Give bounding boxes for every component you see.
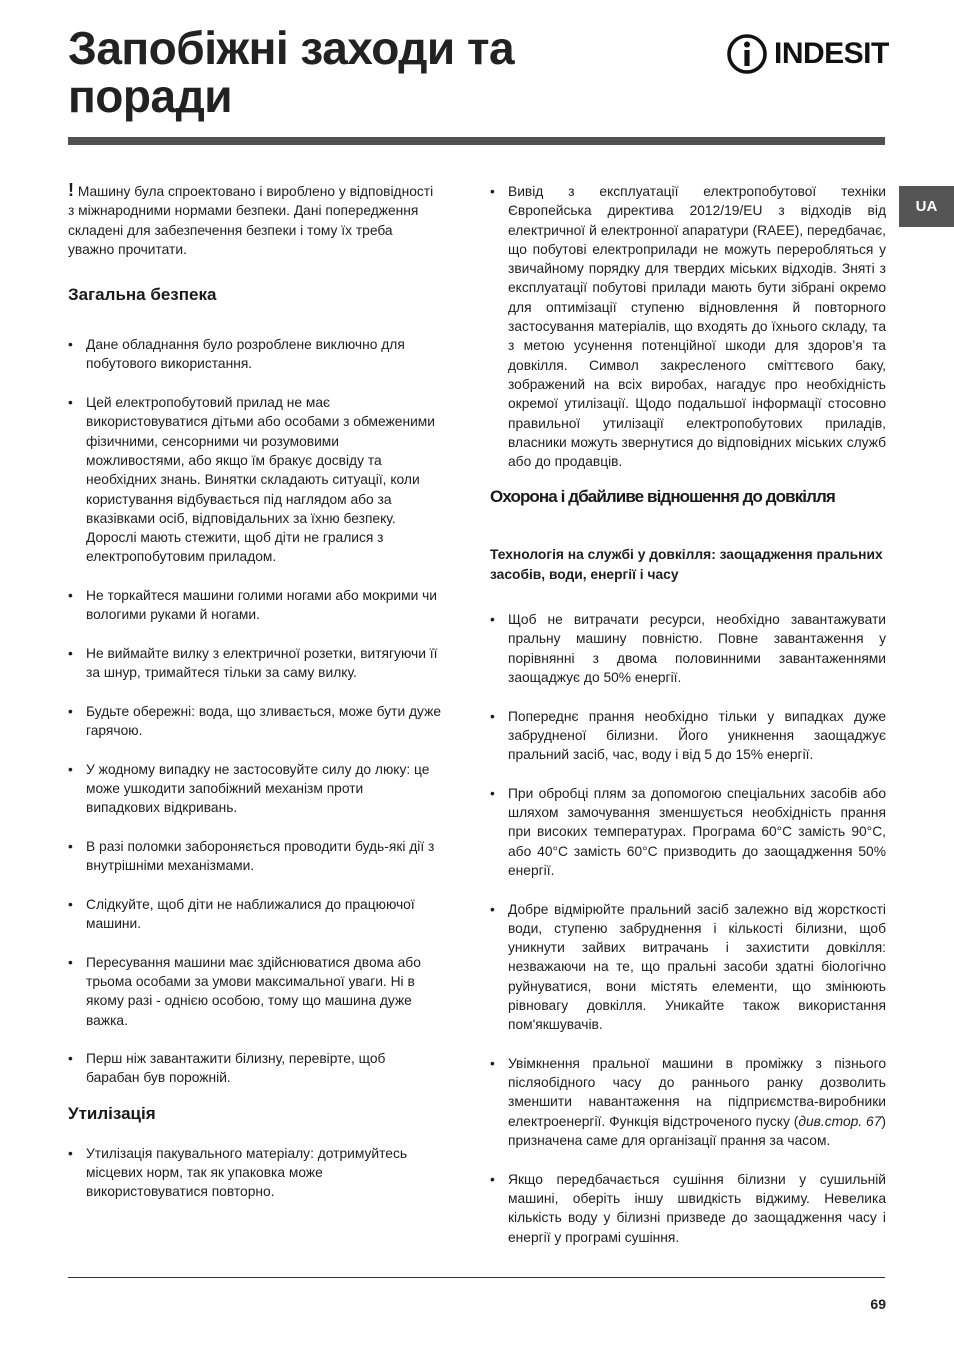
list-item: • Слідкуйте, щоб діти не наближалися до працюючої машини. [68, 895, 441, 934]
list-item: • Пересування машини має здійснюватися двома або трьома особами за умови максимальної уваги. Ні в якому разі - однією особою, тому що машина дуже важка. [68, 953, 441, 1030]
list-item: • Утилізація пакувального матеріалу: дотримуйтесь місцевих норм, так як упаковка може використовуватися повторно. [68, 1144, 441, 1202]
brand-logo [726, 32, 889, 76]
safety-heading: Загальна безпека [68, 285, 217, 305]
page-title: Запобіжні заходи та поради [68, 22, 515, 122]
page-reference: див.стор. 67 [798, 1113, 882, 1129]
list-item: • При обробці плям за допомогою спеціальних засобів або шляхом замочування зменшується необхідність прання при високих температурах. Програма 60°С замість 90°С, або 40°С замість 60°С призводить до заощадження 50% енергії. [490, 784, 886, 880]
right-column [490, 182, 886, 1266]
left-column [68, 182, 441, 1221]
list-item: • Будьте обережні: вода, що зливається, може бути дуже гарячою. [68, 702, 441, 741]
environment-heading: Охорона і дбайливе відношення до довкілля [490, 487, 835, 507]
timer-text-before: Увімкнення пральної машини в проміжку з пізнього післяобідного часу до раннього ранку дозволить зменшити навантаження на підприємства-виробники електроенергії. Функція відстроченого пуску ( [508, 1055, 886, 1129]
list-item: • У жодному випадку не застосовуйте силу до люку: це може ушкодити запобіжний механізм проти випадкових відкривань. [68, 760, 441, 818]
list-item: • Добре відмірюйте пральний засіб залежно від жорсткості води, ступеню забруднення і кількості білизни, щоб уникнути зайвих витрачань і захистити довкілля: незважаючи на те, що пральні засоби здатні біологічно руйнуватися, вони містять елементи, що змінюють рівновагу довкілля. Уникайте також використання пом'якшувачів. [490, 900, 886, 1035]
logo-wordmark: INDESIT [774, 37, 889, 70]
list-item: • Не виймайте вилку з електричної розетки, витягуючи її за шнур, тримайтеся тільки за саму вилку. [68, 644, 441, 683]
list-item: • Цей електропобутовий прилад не має використовуватися дітьми або особами з обмеженими фізичними, сенсорними чи розумовими можливостями, або якщо їм бракує досвіду та необхідних знань. Винятки складають ситуації, коли користування відбувається під наглядом або за вказівками осіб, відповідальних за їхню безпеку. Дорослі мають стежити, щоб діти не гралися з електропобутовим приладом. [68, 393, 441, 567]
list-item: • В разі поломки забороняється проводити будь-які дії з внутрішніми механізмами. [68, 837, 441, 876]
list-item: • Якщо передбачається сушіння білизни у сушильній машині, оберіть іншу швидкість віджиму. Невелика кількість воду у білизні призведе до заощадження часу і енергії у програмі сушіння. [490, 1170, 886, 1247]
technology-subheading: Технологія на службі у довкілля: заощадження пральних засобів, води, енергії і часу [490, 547, 883, 582]
safety-list [68, 335, 441, 1088]
list-item: • Перш ніж завантажити білизну, перевірте, щоб барабан був порожній. [68, 1049, 441, 1088]
list-item: • Вивід з експлуатації електропобутової техніки Європейська директива 2012/19/EU з відходів від електричної й електронної апаратури (RAEE), передбачає, що побутові електроприлади не можуть переробляться у звичайному порядку для твердих міських відходів. Зняті з експлуатації побутові прилади мають бути зібрані окремо для оптимізації ступеню відновлення й повторного застосування матеріалів, що входять до їхнього складу, та з метою усунення потенційної шкоди для здоров’я та довкілля. Символ закресленого сміттєвого баку, зображений на всіх виробах, нагадує про необхідність окремої утилізації. Щодо подальшої інформації стосовно правильної утилізації електропобутових приладів, власники можуть звернутися до відповідних міських служб або до продавців. [490, 182, 886, 471]
weee-list [490, 182, 886, 471]
page-number: 69 [870, 1296, 886, 1312]
list-item: • Дане обладнання було розроблене виключно для побутового використання. [68, 335, 441, 374]
title-divider [68, 137, 885, 145]
disposal-heading: Утилізація [68, 1103, 156, 1123]
warning-mark: ! [68, 180, 74, 200]
list-item: • Не торкайтеся машини голими ногами або мокрими чи вологими руками й ногами. [68, 586, 441, 625]
indesit-i-logo-icon [726, 33, 768, 75]
footer-divider [68, 1277, 885, 1278]
intro-text: Машину була спроектовано і вироблено у відповідності з міжнародними нормами безпеки. Дані попередження складені для забезпечення безпеки і тому їх треба уважно прочитати. [68, 184, 434, 257]
list-item: • Попереднє прання необхідно тільки у випадках дуже забрудненої білизни. Його уникнення заощаджує пральний засіб, час, воду і від 5 до 15% енергії. [490, 707, 886, 765]
timer-text-after: ) призначена саме для організації прання за часом. [508, 1113, 886, 1149]
list-item: • Щоб не витрачати ресурси, необхідно завантажувати пральну машину повністю. Повне завантаження у порівнянні з двома половинними завантаженнями заощаджує до 50% енергії. [490, 610, 886, 687]
language-tab: UA [899, 186, 954, 227]
list-item [490, 1054, 886, 1150]
environment-list [490, 610, 886, 1247]
intro-paragraph [68, 182, 441, 259]
disposal-list [68, 1144, 441, 1202]
